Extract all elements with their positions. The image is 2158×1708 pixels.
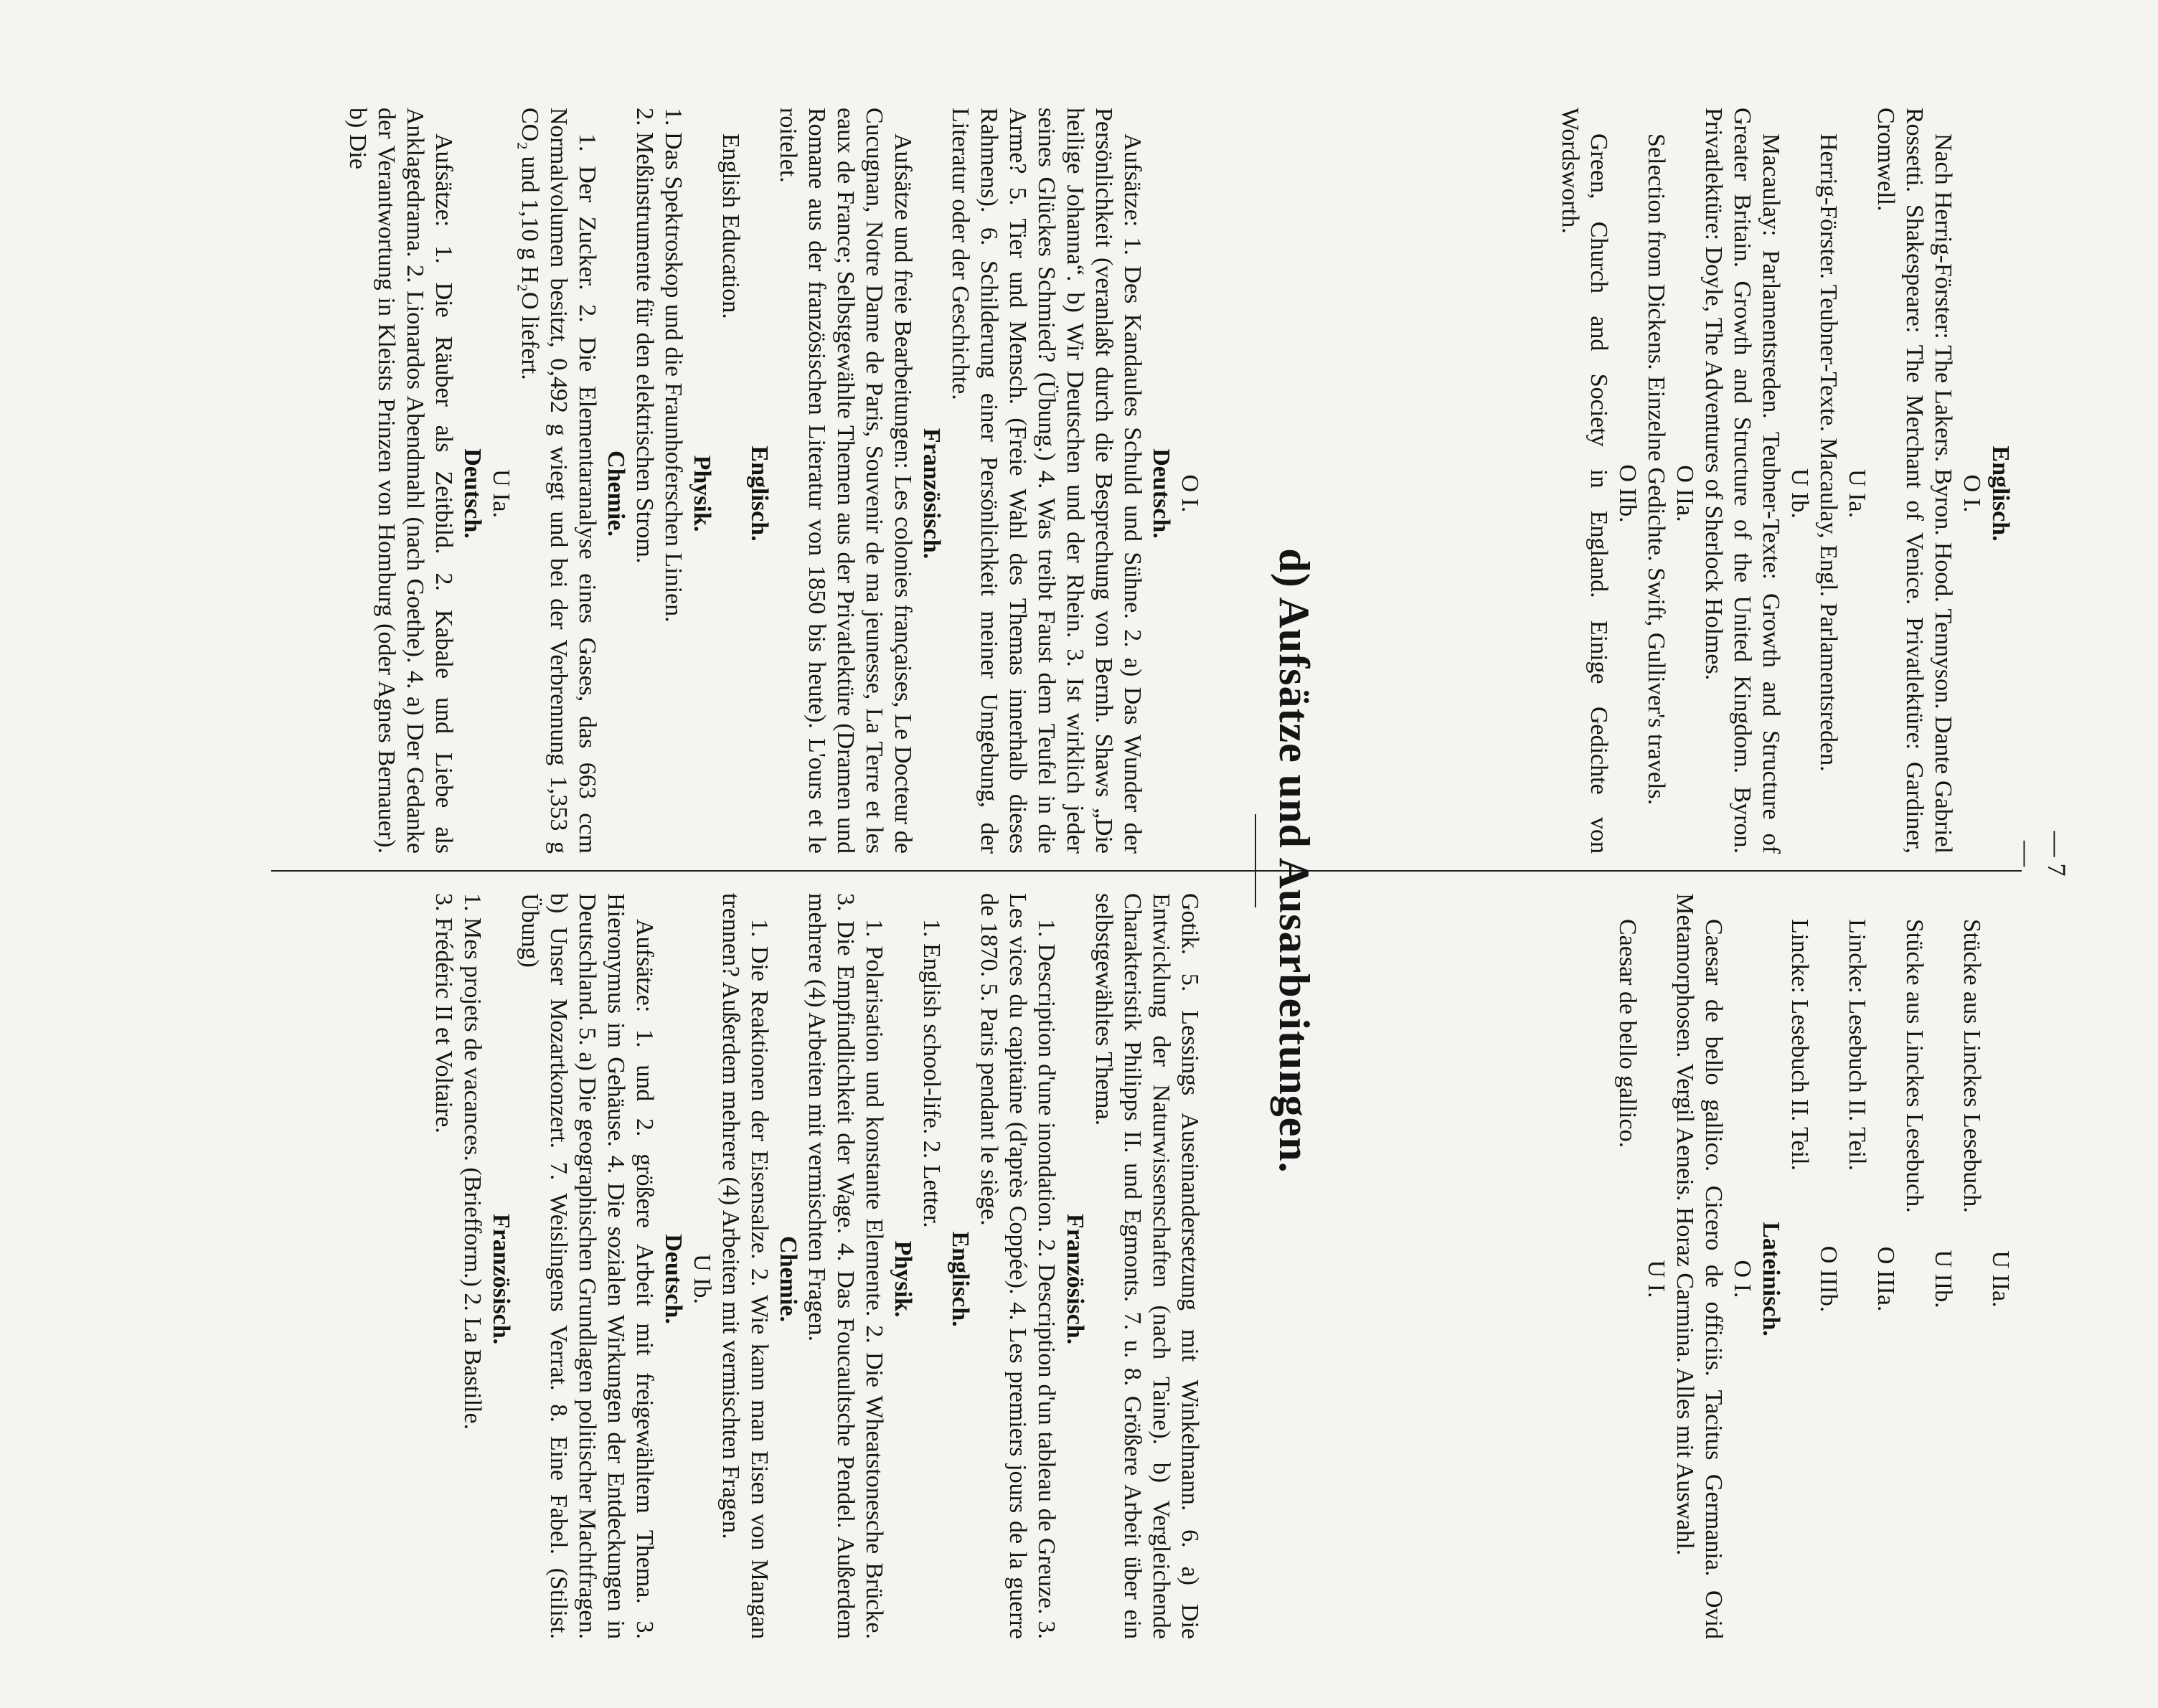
list-item: 2. Meßinstrumente für den elektrischen Strom. xyxy=(631,108,658,564)
paragraph: Caesar de bello gallico. xyxy=(1614,919,1641,1148)
subject-heading-englisch: Englisch. xyxy=(1987,445,2014,542)
subject-heading-englisch: Englisch. xyxy=(746,445,773,542)
class-label: U Ia. xyxy=(488,469,514,518)
paragraph: Herrig-Förster. Teubner-Texte. Macaulay, Engl. Parlamentsreden. xyxy=(1815,133,1842,772)
subject-heading-deutsch: Deutsch. xyxy=(459,448,486,539)
paragraph: 1. English school-life. 2. Letter. xyxy=(918,919,945,1228)
subject-heading-deutsch: Deutsch. xyxy=(660,1234,687,1324)
paragraph: English Education. xyxy=(717,133,744,319)
subject-heading-physik: Physik. xyxy=(890,1240,916,1318)
paragraph: Aufsätze: 1. und 2. größere Arbeit mit freigewähltem Thema. 3. Hieronymus im Gehäuse. 4. Die sozialen Wirkungen der Entdeckungen in Deutschland. 5. a) Die geographischen Grundlagen politischer Machtfragen. b) Unser Mozartkonzert. 7. Weislingens Verrat. 8. Eine Fabel. (Stilist. Übung) xyxy=(517,893,658,1639)
subject-heading-deutsch: Deutsch. xyxy=(1148,448,1174,539)
class-label: O IIa. xyxy=(1672,465,1698,522)
class-label: U Ia. xyxy=(1844,469,1870,518)
subject-heading-franzoesisch: Französisch. xyxy=(1062,1213,1088,1345)
paragraph: 1. Der Zucker. 2. Die Elementaranalyse eines Gases, das 663 ccm Normalvolumen besitzt, 0,492 g wiegt und bei der Verbrennung 1,353 g CO₂ und 1,10 g H₂O liefert. xyxy=(517,108,600,854)
class-label: O I. xyxy=(1959,474,1985,513)
subject-heading-chemie: Chemie. xyxy=(603,450,629,537)
class-label: U Ib. xyxy=(1786,468,1813,519)
paragraph: Aufsätze: 1. Die Räuber als Zeitbild. 2. Kabale und Liebe als Anklagedrama. 2. Lionardos Abendmahl (nach Goethe). 4. a) Der Gedanke der Verantwortung in Kleists Prinzen von Homburg (oder Agnes Bernauer). b) Die xyxy=(344,108,457,854)
paragraph: Stücke aus Linckes Lesebuch. xyxy=(1901,919,1928,1213)
paragraph: 1. Polarisation und konstante Elemente. 2. Die Wheatstonesche Brücke. 3. Die Empfindlichkeit der Wage. 4. Das Foucaultsche Pendel. Außerdem mehrere (4) Arbeiten mit vermischten Fragen. xyxy=(804,893,887,1639)
section-heading-block xyxy=(1255,108,1319,1614)
class-label: O I. xyxy=(1177,474,1203,513)
upper-right-column xyxy=(1613,893,2015,1639)
subject-heading-lateinisch: Lateinisch. xyxy=(1758,1222,1784,1336)
paragraph: Aufsätze und freie Bearbeitungen: Les colonies françaises, Le Docteur de Cucugnan, Notre Dame de Paris, Souvenir de ma jeunesse, La Terre et les eaux de France; Selbstgewählte Themen aus der Privatlektüre (Dramen und Romane aus der französischen Literatur von 1850 bis heute). L'ours et le roitelet. xyxy=(775,108,916,854)
paragraph: Lincke: Lesebuch II. Teil. xyxy=(1844,919,1870,1171)
paragraph: 1. Description d'une inondation. 2. Description d'un tableau de Greuze. 3. Les vices du capitaine (d'après Coppée). 4. Les premiers jours de la guerre de 1870. 5. Paris pendant le siège. xyxy=(976,893,1060,1639)
class-label: U I. xyxy=(1643,1260,1669,1298)
page-number: — 7 — xyxy=(2012,831,2071,877)
paragraph: 1. Die Reaktionen der Eisensalze. 2. Wie kann man Eisen von Mangan trennen? Außerdem mehrere (4) Arbeiten mit vermischten Fragen. xyxy=(717,893,773,1639)
class-label: O IIIa. xyxy=(1872,1246,1899,1312)
paragraph: Caesar de bello gallico. Cicero de officiis. Tacitus Germania. Ovid Metamorphosen. Vergil Aeneis. Horaz Carmina. Alles mit Auswahl. xyxy=(1672,893,1727,1639)
class-label: O I. xyxy=(1729,1260,1756,1298)
class-label: U Ib. xyxy=(689,1254,715,1304)
class-label: U IIb. xyxy=(1930,1250,1956,1308)
paragraph: Nach Herrig-Förster: The Lakers. Byron. Hood. Tennyson. Dante Gabriel Rossetti. Shakespeare: The Merchant of Venice. Privatlektüre: Gardiner, Cromwell. xyxy=(1872,108,1956,854)
subject-heading-franzoesisch: Französisch. xyxy=(918,428,945,560)
list-item: 3. Frédéric II et Voltaire. xyxy=(430,893,457,1133)
subject-heading-franzoesisch: Französisch. xyxy=(488,1213,514,1345)
column-divider xyxy=(271,870,2022,872)
list-item: 1. Mes projets de vacances. (Briefform.) 2. La Bastille. xyxy=(459,893,486,1430)
class-label: O IIb. xyxy=(1614,464,1641,523)
paragraph: Lincke: Lesebuch II. Teil. xyxy=(1786,919,1813,1171)
lower-right-column xyxy=(429,893,1204,1639)
paragraph: Gotik. 5. Lessings Auseinandersetzung mit Winkelmann. 6. a) Die Entwicklung der Naturwissenschaften (nach Taine). b) Vergleichende Charakteristik Philipps II. und Egmonts. 7. u. 8. Größere Arbeit über ein selbstgewähltes Thema. xyxy=(1090,893,1203,1639)
paragraph: Green, Church and Society in England. Einige Gedichte von Wordsworth. xyxy=(1557,108,1612,854)
class-label: O IIIb. xyxy=(1815,1245,1842,1313)
paragraph: Stücke aus Linckes Lesebuch. xyxy=(1959,919,1985,1213)
heading-rule xyxy=(1255,814,1256,907)
list-item: 1. Das Spektroskop und die Fraunhoferschen Linien. xyxy=(660,108,687,623)
subject-heading-englisch: Englisch. xyxy=(947,1231,974,1327)
upper-left-column xyxy=(1555,108,2015,854)
subject-heading-physik: Physik. xyxy=(689,455,715,532)
lower-left-column xyxy=(343,108,1204,854)
paragraph: Macaulay: Parlamentsreden. Teubner-Texte: Growth and Structure of Greater Britain. Growth and Structure of the United Kingdom. Byron. Privatlektüre: Doyle, The Adventures of Sherlock Holmes. xyxy=(1700,108,1784,854)
subject-heading-chemie: Chemie. xyxy=(775,1236,801,1322)
paragraph: Selection from Dickens. Einzelne Gedichte. Swift, Gulliver's travels. xyxy=(1643,133,1669,806)
paragraph: Aufsätze: 1. Des Kandaules Schuld und Sühne. 2. a) Das Wunder der Persönlichkeit (veranlaßt durch die Besprechung von Bernh. Shaws „Die heilige Johanna“. b) Wir Deutschen und der Rhein. 3. Ist wirklich jeder seines Glückes Schmied? (Übung.) 4. Was treibt Faust dem Teufel in die Arme? 5. Tier und Mensch. (Freie Wahl des Themas innerhalb dieses Rahmens). 6. Schilderung einer Persönlichkeit meiner Umgebung, der Literatur oder der Geschichte. xyxy=(947,108,1146,854)
class-label: U IIa. xyxy=(1987,1250,2014,1308)
section-heading: d) Aufsätze und Ausarbeitungen. xyxy=(1271,548,1318,1174)
